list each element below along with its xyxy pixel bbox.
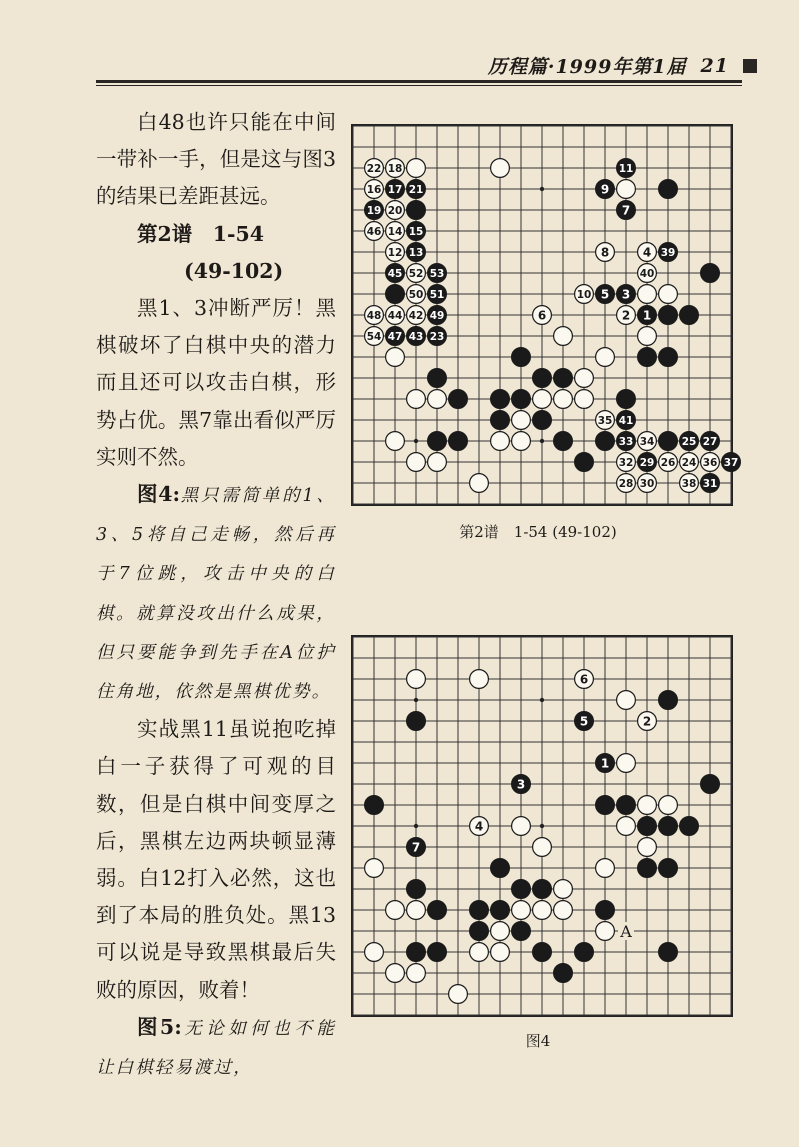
white-stone: [491, 159, 510, 178]
move-number: 43: [408, 330, 424, 343]
white-stone: [470, 817, 489, 836]
white-stone: [470, 943, 489, 962]
black-stone: [428, 943, 447, 962]
move-number: 32: [618, 456, 634, 469]
white-stone: [680, 453, 699, 472]
white-stone: [575, 369, 594, 388]
black-stone: [407, 180, 426, 199]
white-stone: [554, 327, 573, 346]
white-stone: [638, 838, 657, 857]
black-stone: [701, 432, 720, 451]
white-stone: [512, 901, 531, 920]
figure-5-label: 图5:: [137, 1014, 182, 1039]
black-stone: [512, 390, 531, 409]
white-stone: [407, 285, 426, 304]
white-stone: [470, 670, 489, 689]
white-stone: [533, 838, 552, 857]
white-stone: [365, 306, 384, 325]
black-stone: [449, 432, 468, 451]
white-stone: [554, 880, 573, 899]
black-stone: [659, 243, 678, 262]
black-stone: [596, 796, 615, 815]
white-stone: [533, 390, 552, 409]
move-number: 11: [618, 162, 634, 175]
white-stone: [386, 159, 405, 178]
black-stone: [575, 453, 594, 472]
move-number: 30: [639, 477, 655, 490]
page-number: 21: [700, 54, 729, 77]
move-number: 7: [621, 203, 631, 218]
move-number: 20: [387, 204, 403, 217]
figure-4-label: 图4:: [137, 482, 181, 507]
white-stone: [638, 327, 657, 346]
black-stone: [386, 285, 405, 304]
move-number: 52: [408, 267, 424, 280]
move-number: 17: [387, 183, 403, 196]
white-stone: [449, 985, 468, 1004]
black-stone: [638, 348, 657, 367]
black-stone: [617, 285, 636, 304]
move-number: 42: [408, 309, 424, 322]
black-stone: [596, 901, 615, 920]
move-number: 48: [366, 309, 382, 322]
move-number: 2: [621, 308, 631, 323]
white-stone: [491, 943, 510, 962]
white-stone: [386, 201, 405, 220]
black-stone: [407, 880, 426, 899]
black-stone: [449, 390, 468, 409]
white-stone: [407, 453, 426, 472]
white-stone: [554, 901, 573, 920]
white-stone: [701, 453, 720, 472]
white-stone: [407, 264, 426, 283]
black-stone: [407, 943, 426, 962]
paragraph-3: 实战黑11虽说抱吃掉白一子获得了可观的目数，但是白棋中间变厚之后，黑棋左边两块顿显薄弱。白12打入必然，这也到了本局的胜负处。黑13可以说是导致黑棋最后失败的原因，败着！: [96, 717, 336, 1002]
move-number: 4: [474, 819, 484, 834]
black-stone: [533, 880, 552, 899]
move-number: 44: [387, 309, 403, 322]
star-point: [414, 824, 418, 828]
running-head-text: 历程篇·1999年第1届: [487, 56, 687, 78]
black-stone: [680, 432, 699, 451]
white-stone: [575, 670, 594, 689]
black-stone: [428, 369, 447, 388]
move-number: 14: [387, 225, 403, 238]
black-stone: [554, 432, 573, 451]
black-stone: [617, 159, 636, 178]
score-range: (49-102): [184, 258, 284, 283]
white-stone: [386, 432, 405, 451]
black-stone: [428, 285, 447, 304]
white-stone: [617, 691, 636, 710]
black-stone: [659, 180, 678, 199]
black-stone: [554, 964, 573, 983]
white-stone: [638, 796, 657, 815]
move-number: 1: [642, 308, 652, 323]
move-number: 28: [618, 477, 634, 490]
point-label-a: A: [620, 922, 632, 941]
black-stone: [596, 285, 615, 304]
move-number: 3: [516, 777, 526, 792]
white-stone: [575, 390, 594, 409]
black-stone: [386, 327, 405, 346]
square-icon: [743, 59, 757, 73]
move-number: 4: [642, 245, 652, 260]
white-stone: [428, 390, 447, 409]
white-stone: [638, 432, 657, 451]
move-number: 15: [408, 225, 424, 238]
move-number: 40: [639, 267, 655, 280]
black-stone: [386, 264, 405, 283]
move-number: 49: [429, 309, 445, 322]
black-stone: [659, 348, 678, 367]
move-number: 31: [702, 477, 718, 490]
star-point: [540, 698, 544, 702]
move-number: 6: [537, 308, 547, 323]
move-number: 26: [660, 456, 676, 469]
move-number: 24: [681, 456, 697, 469]
move-number: 12: [387, 246, 403, 259]
black-stone: [722, 453, 741, 472]
white-stone: [596, 243, 615, 262]
move-number: 39: [660, 246, 676, 259]
black-stone: [512, 922, 531, 941]
white-stone: [659, 796, 678, 815]
black-stone: [701, 775, 720, 794]
white-stone: [554, 390, 573, 409]
black-stone: [596, 432, 615, 451]
white-stone: [596, 922, 615, 941]
move-number: 21: [408, 183, 424, 196]
move-number: 16: [366, 183, 382, 196]
move-number: 41: [618, 414, 634, 427]
white-stone: [491, 432, 510, 451]
move-number: 45: [387, 267, 403, 280]
white-stone: [407, 901, 426, 920]
white-stone: [365, 859, 384, 878]
move-number: 23: [429, 330, 445, 343]
white-stone: [365, 180, 384, 199]
move-number: 33: [618, 435, 634, 448]
white-stone: [638, 243, 657, 262]
star-point: [540, 187, 544, 191]
move-number: 53: [429, 267, 445, 280]
move-number: 22: [366, 162, 382, 175]
black-stone: [512, 775, 531, 794]
white-stone: [638, 712, 657, 731]
go-board-diagram-1: [352, 125, 739, 507]
white-stone: [365, 327, 384, 346]
white-stone: [365, 222, 384, 241]
white-stone: [365, 943, 384, 962]
black-stone: [407, 712, 426, 731]
move-number: 3: [621, 287, 631, 302]
white-stone: [638, 264, 657, 283]
black-stone: [491, 390, 510, 409]
figure-4-text: 黑只需简单的1、3、5将自己走畅，然后再于7位跳，攻击中央的白棋。就算没攻出什么成果，但只要能争到先手在A位护住角地，依然是黑棋优势。: [96, 486, 336, 703]
white-stone: [533, 306, 552, 325]
move-number: 5: [579, 714, 589, 729]
white-stone: [617, 453, 636, 472]
white-stone: [575, 285, 594, 304]
black-stone: [491, 901, 510, 920]
black-stone: [470, 901, 489, 920]
move-number: 47: [387, 330, 403, 343]
paragraph-1: 白48也许只能在中间一带补一手，但是这与图3的结果已差距甚远。: [96, 110, 336, 209]
white-stone: [617, 474, 636, 493]
black-stone: [428, 327, 447, 346]
move-number: 46: [366, 225, 382, 238]
white-stone: [512, 432, 531, 451]
black-stone: [407, 222, 426, 241]
black-stone: [428, 306, 447, 325]
white-stone: [617, 817, 636, 836]
black-stone: [659, 817, 678, 836]
white-stone: [386, 306, 405, 325]
white-stone: [680, 474, 699, 493]
black-stone: [659, 432, 678, 451]
black-stone: [512, 880, 531, 899]
go-board-diagram-2: [352, 636, 732, 1018]
white-stone: [659, 285, 678, 304]
black-stone: [638, 817, 657, 836]
black-stone: [659, 943, 678, 962]
white-stone: [407, 964, 426, 983]
black-stone: [428, 264, 447, 283]
black-stone: [386, 180, 405, 199]
score-heading: 第2谱 1-54: [137, 221, 265, 246]
move-number: 50: [408, 288, 424, 301]
move-number: 27: [702, 435, 718, 448]
white-stone: [659, 453, 678, 472]
black-stone: [533, 411, 552, 430]
move-number: 54: [366, 330, 382, 343]
black-stone: [638, 306, 657, 325]
black-stone: [638, 453, 657, 472]
white-stone: [596, 348, 615, 367]
white-stone: [428, 453, 447, 472]
move-number: 5: [600, 287, 610, 302]
black-stone: [659, 859, 678, 878]
header-rule: [96, 80, 742, 83]
move-number: 1: [600, 756, 610, 771]
black-stone: [617, 411, 636, 430]
star-point: [414, 439, 418, 443]
black-stone: [617, 796, 636, 815]
black-stone: [596, 180, 615, 199]
black-stone: [575, 712, 594, 731]
black-stone: [365, 796, 384, 815]
star-point: [414, 698, 418, 702]
header-rule-thin: [96, 85, 742, 86]
black-stone: [575, 943, 594, 962]
black-stone: [428, 901, 447, 920]
figure-5-text: 无论如何也不能让白棋轻易渡过，: [96, 1018, 336, 1079]
white-stone: [596, 411, 615, 430]
white-stone: [407, 159, 426, 178]
black-stone: [617, 390, 636, 409]
move-number: 37: [723, 456, 739, 469]
move-number: 34: [639, 435, 655, 448]
black-stone: [428, 432, 447, 451]
white-stone: [617, 754, 636, 773]
paragraph-2: 黑1、3冲断严厉！黑棋破坏了白棋中央的潜力而且还可以攻击白棋，形势占优。黑7靠出看似严厉实则不然。: [96, 296, 336, 469]
body-text-column: [96, 104, 336, 1087]
white-stone: [533, 901, 552, 920]
move-number: 2: [642, 714, 652, 729]
move-number: 8: [600, 245, 610, 260]
move-number: 9: [600, 182, 610, 197]
white-stone: [407, 306, 426, 325]
black-stone: [407, 243, 426, 262]
black-stone: [491, 859, 510, 878]
move-number: 10: [576, 288, 592, 301]
black-stone: [596, 754, 615, 773]
white-stone: [407, 390, 426, 409]
diagram-2-caption: 图4: [525, 1032, 551, 1050]
star-point: [540, 824, 544, 828]
star-point: [540, 439, 544, 443]
white-stone: [386, 348, 405, 367]
move-number: 36: [702, 456, 718, 469]
black-stone: [659, 306, 678, 325]
white-stone: [386, 901, 405, 920]
move-number: 51: [429, 288, 445, 301]
running-head: [488, 52, 757, 79]
black-stone: [554, 369, 573, 388]
white-stone: [512, 411, 531, 430]
white-stone: [386, 243, 405, 262]
black-stone: [680, 817, 699, 836]
move-number: 6: [579, 672, 589, 687]
black-stone: [407, 838, 426, 857]
black-stone: [407, 201, 426, 220]
white-stone: [407, 670, 426, 689]
white-stone: [638, 474, 657, 493]
black-stone: [491, 411, 510, 430]
move-number: 13: [408, 246, 424, 259]
white-stone: [596, 859, 615, 878]
white-stone: [638, 285, 657, 304]
black-stone: [407, 327, 426, 346]
black-stone: [617, 432, 636, 451]
move-number: 18: [387, 162, 403, 175]
move-number: 35: [597, 414, 613, 427]
move-number: 29: [639, 456, 655, 469]
diagram-1-caption: 第2谱 1-54 (49-102): [459, 523, 617, 541]
white-stone: [365, 159, 384, 178]
black-stone: [680, 306, 699, 325]
move-number: 38: [681, 477, 697, 490]
move-number: 7: [411, 840, 421, 855]
black-stone: [701, 264, 720, 283]
black-stone: [533, 943, 552, 962]
black-stone: [659, 691, 678, 710]
black-stone: [638, 859, 657, 878]
move-number: 25: [681, 435, 697, 448]
black-stone: [365, 201, 384, 220]
black-stone: [701, 474, 720, 493]
white-stone: [617, 306, 636, 325]
white-stone: [617, 180, 636, 199]
white-stone: [386, 964, 405, 983]
move-number: 19: [366, 204, 382, 217]
white-stone: [491, 922, 510, 941]
black-stone: [533, 369, 552, 388]
black-stone: [512, 348, 531, 367]
white-stone: [386, 222, 405, 241]
black-stone: [617, 201, 636, 220]
white-stone: [512, 817, 531, 836]
black-stone: [470, 922, 489, 941]
white-stone: [470, 474, 489, 493]
